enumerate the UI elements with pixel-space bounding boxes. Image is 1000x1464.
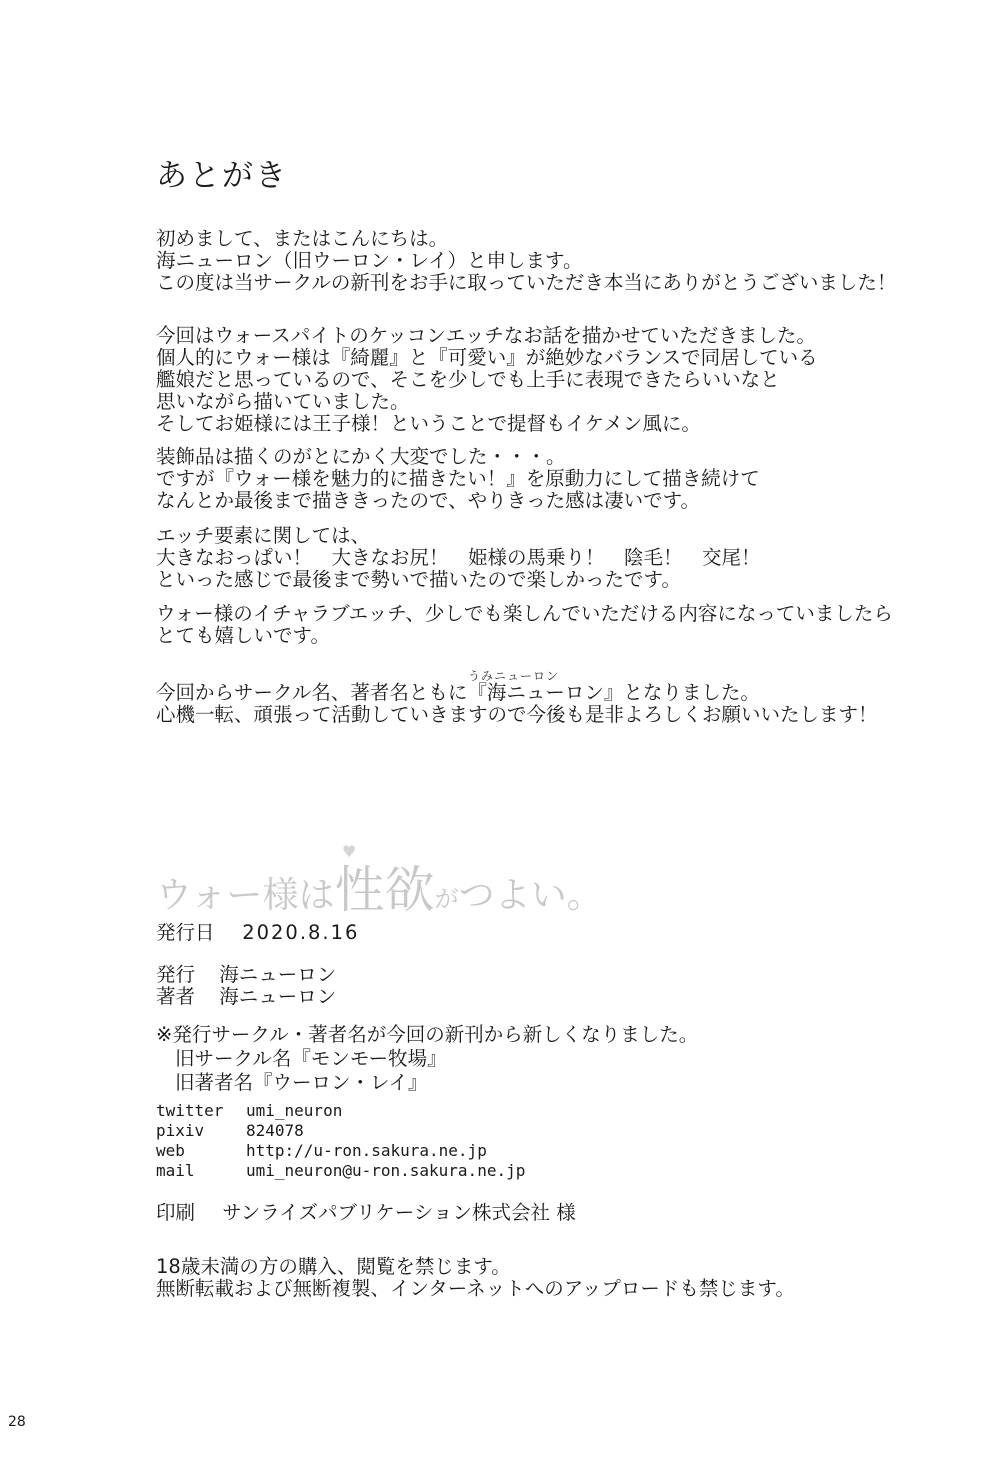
logo-part: つよい。 <box>458 875 603 916</box>
author-value: 海ニューロン <box>219 985 337 1008</box>
publisher-label: 発行 <box>156 963 196 986</box>
ruby-reading: うみニューロン <box>468 669 560 683</box>
name-change-notice <box>156 1023 698 1095</box>
contact-label: twitter <box>156 1101 224 1120</box>
paragraph-closing <box>156 669 878 726</box>
printer-label: 印刷 <box>156 1201 196 1224</box>
text-line: 初めまして、またはこんにちは。 <box>156 227 449 250</box>
publisher-value: 海ニューロン <box>219 963 337 986</box>
text-line: この度は当サークルの新刊をお手に取っていただき本当にありがとうございました！ <box>156 271 897 294</box>
contact-value: http://u-ron.sakura.ne.jp <box>246 1141 487 1160</box>
contact-value: umi_neuron@u-ron.sakura.ne.jp <box>246 1161 526 1180</box>
text-line: 装飾品は描くのがとにかく大変でした・・・。 <box>156 445 566 468</box>
contact-row <box>156 1121 525 1141</box>
text-line <box>156 669 878 704</box>
text-line: ですが『ウォー様を魅力的に描きたい！』を原動力にして描き続けて <box>156 467 760 490</box>
paragraph-elements <box>156 525 761 591</box>
paragraph-accessories <box>156 446 760 512</box>
text-line: 無断転載および無断複製、インターネットへのアップロードも禁じます。 <box>156 1277 795 1300</box>
contact-label: mail <box>156 1161 195 1180</box>
contact-row <box>156 1161 525 1181</box>
paragraph-story <box>156 325 818 435</box>
title-logo <box>156 842 603 922</box>
text-line: なんとか最後まで描ききったので、やりきった感は凄いです。 <box>156 489 701 512</box>
closing-line-2: 心機一転、頑張って活動していきますので今後も是非よろしくお願いいたします！ <box>156 703 878 726</box>
logo-part: ウォー様は <box>156 875 335 916</box>
text-line: 個人的にウォー様は『綺麗』と『可愛い』が絶妙なバランスで同居している <box>156 346 818 369</box>
text-line: 18歳未満の方の購入、閲覧を禁じます。 <box>156 1255 511 1278</box>
contact-list <box>156 1101 525 1181</box>
page-heading: あとがき <box>156 158 288 194</box>
logo-part: 性欲 <box>334 861 435 919</box>
contact-value: umi_neuron <box>246 1101 343 1120</box>
text-line: とても嬉しいです。 <box>156 624 330 647</box>
text-line: といった感じで最後まで勢いで描いたので楽しかったです。 <box>156 568 681 591</box>
printer-row <box>156 1197 576 1225</box>
date-label: 発行日 <box>156 921 215 944</box>
publish-date <box>156 917 359 945</box>
printer-value: サンライズパブリケーション株式会社 様 <box>222 1201 576 1224</box>
closing-line-1: 今回からサークル名、著者名ともに『海ニューロン』となりました。 <box>156 681 760 704</box>
legal-warnings <box>156 1256 795 1300</box>
contact-row <box>156 1141 525 1161</box>
contact-row <box>156 1101 525 1121</box>
author-row <box>156 981 336 1009</box>
text-line: 旧著者名『ウーロン・レイ』 <box>175 1071 428 1094</box>
text-line: エッチ要素に関しては、 <box>156 524 371 547</box>
text-line: 思いながら描いていました。 <box>156 390 410 413</box>
text-line: ウォー様のイチャラブエッチ、少しでも楽しんでいただける内容になっていましたら <box>156 602 893 625</box>
heart-icon: ♥ <box>342 842 357 861</box>
contact-label: web <box>156 1141 185 1160</box>
text-line: ※発行サークル・著者名が今回の新刊から新しくなりました。 <box>156 1023 699 1046</box>
text-line: 大きなおっぱい！ 大きなお尻！ 姫様の馬乗り！ 陰毛！ 交尾！ <box>156 546 761 569</box>
paragraph-greeting <box>156 228 896 294</box>
date-value: 2020.8.16 <box>242 921 360 944</box>
logo-part: が <box>434 885 459 913</box>
text-line: 海ニューロン（旧ウーロン・レイ）と申します。 <box>156 249 583 272</box>
contact-label: pixiv <box>156 1121 205 1140</box>
page-number: 28 <box>8 1414 26 1430</box>
text-line: 今回はウォースパイトのケッコンエッチなお話を描かせていただきました。 <box>156 324 816 347</box>
contact-value: 824078 <box>246 1121 304 1140</box>
text-line: 艦娘だと思っているので、そこを少しでも上手に表現できたらいいなと <box>156 368 780 391</box>
author-label: 著者 <box>156 985 196 1008</box>
text-line: 旧サークル名『モンモー牧場』 <box>175 1047 447 1070</box>
text-line: そしてお姫様には王子様！ということで提督もイケメン風に。 <box>156 412 701 435</box>
paragraph-thanks <box>156 603 893 647</box>
